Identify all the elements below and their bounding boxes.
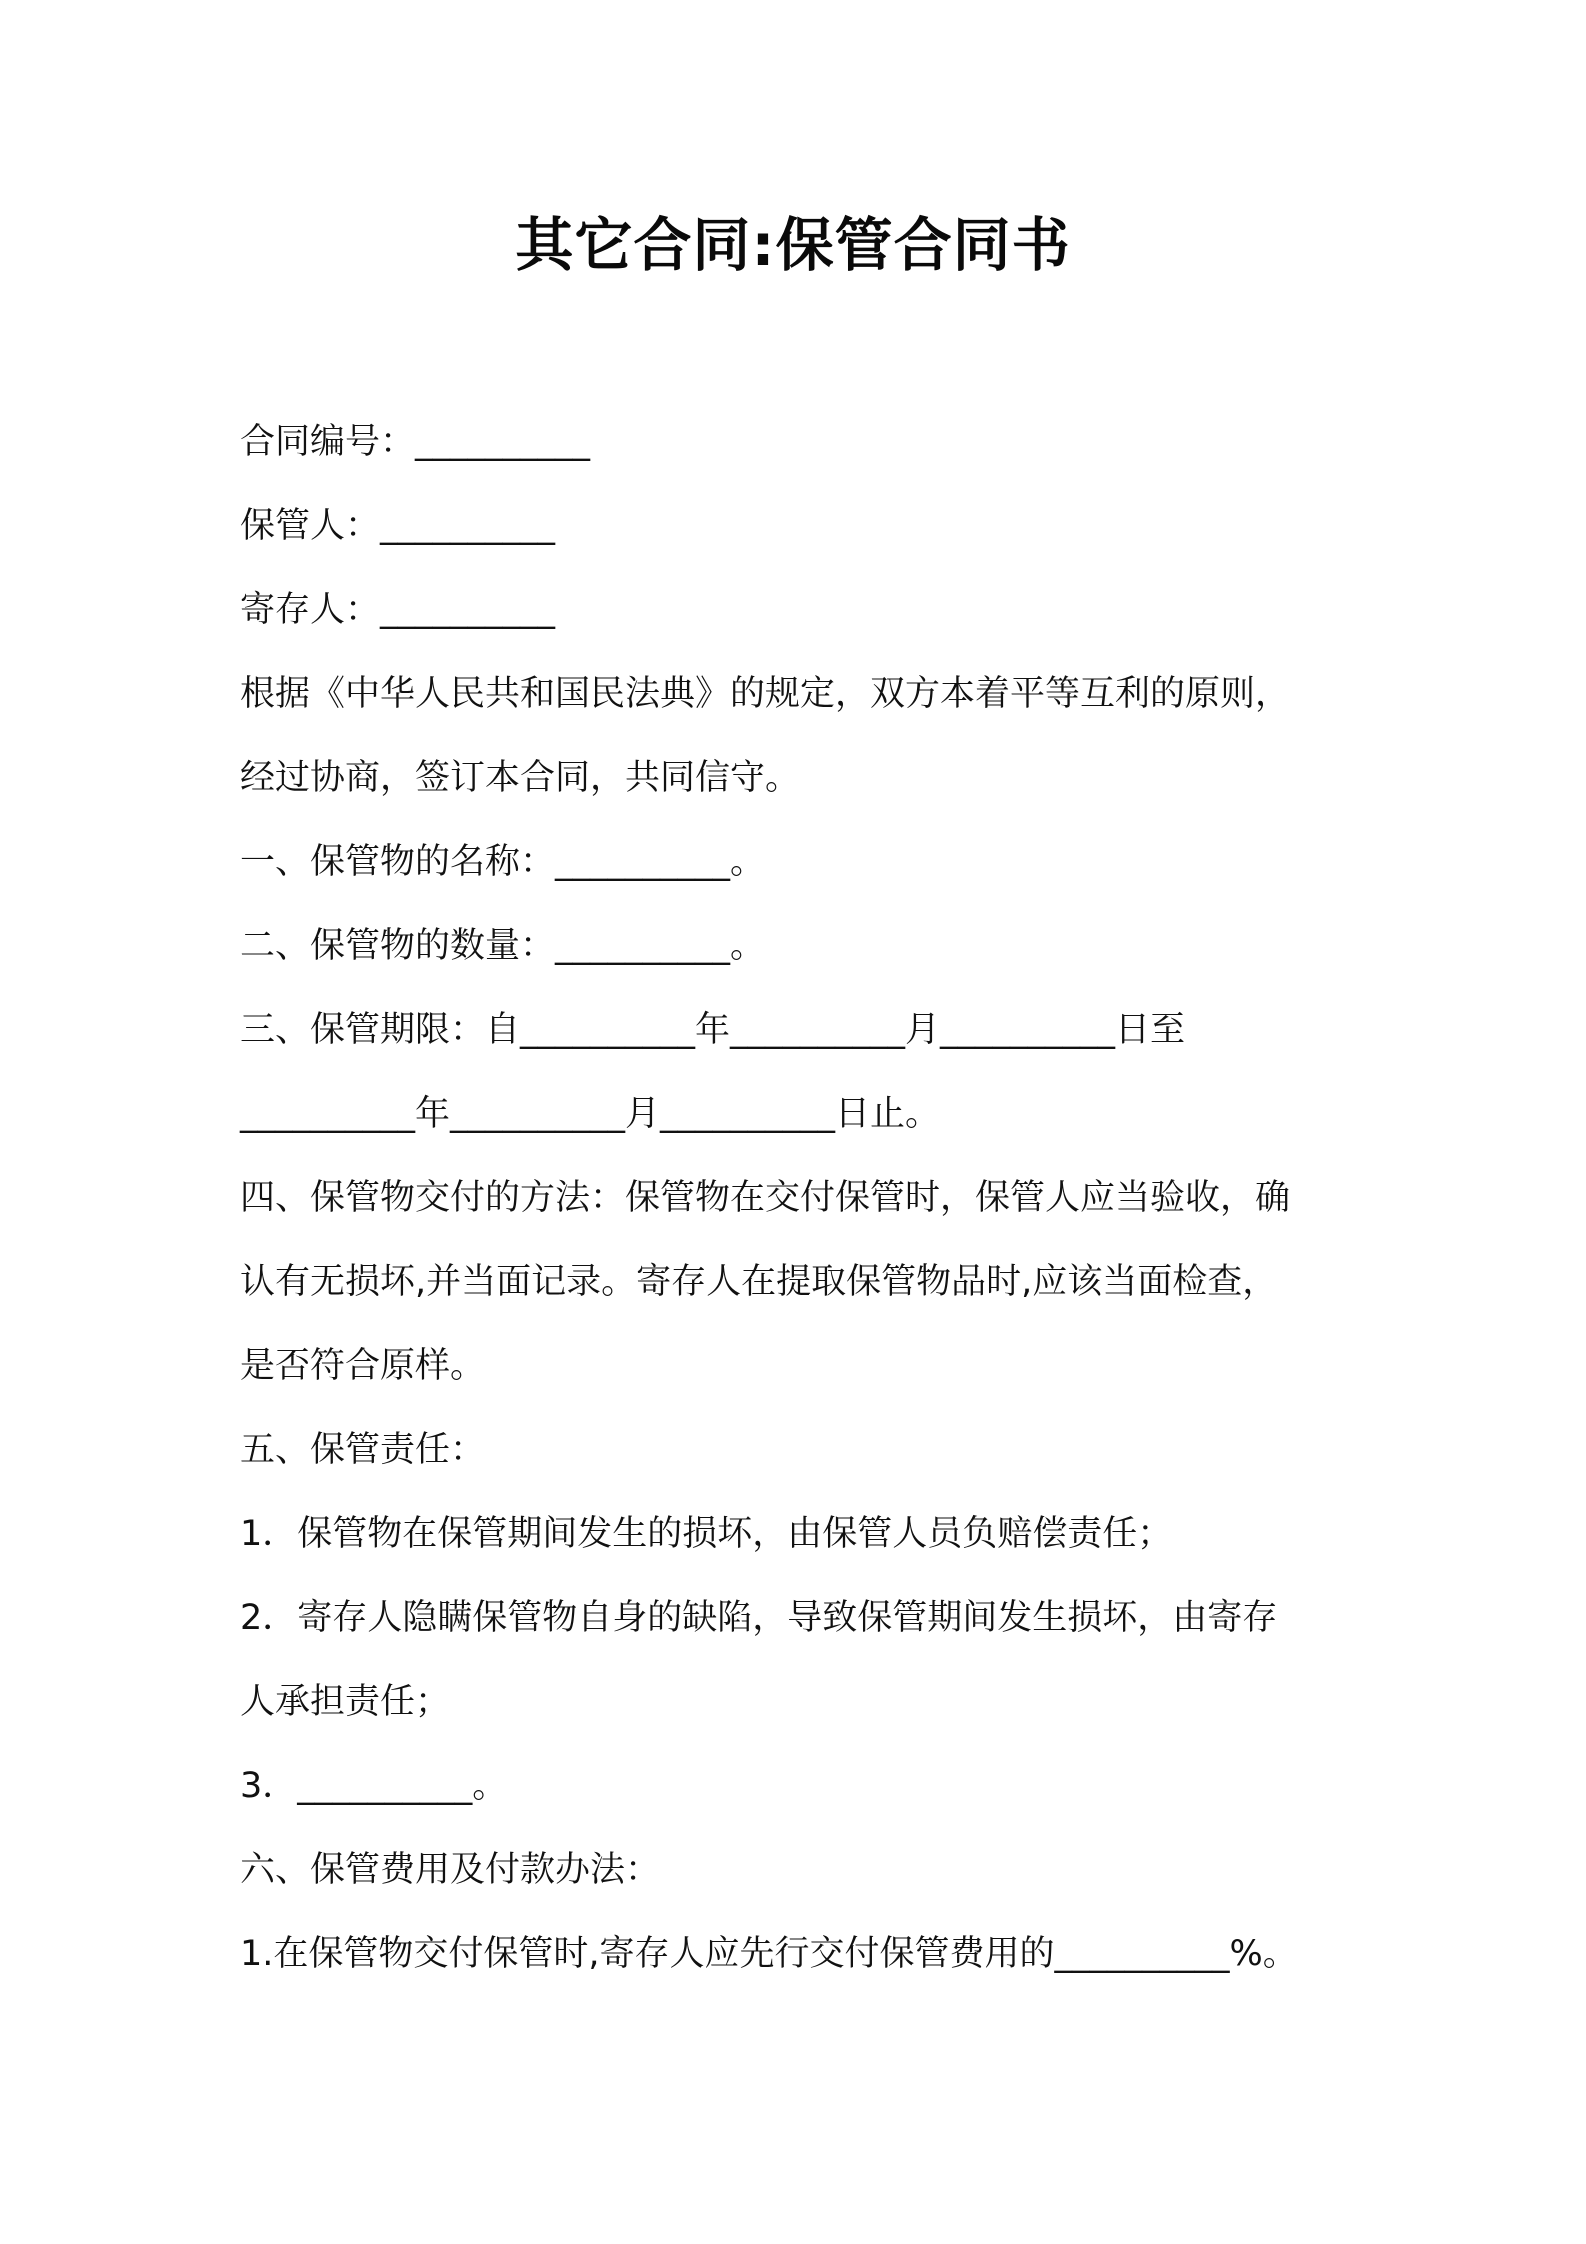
section-heading: 五、保管责任：: [240, 1430, 486, 1470]
list-item: 人承担责任；: [240, 1682, 451, 1722]
list-item: 1．保管物在保管期间发生的损坏，由保管人员负赔偿责任；: [240, 1514, 1173, 1554]
document-title: 其它合同:保管合同书: [515, 211, 1071, 279]
clause-line: 二、保管物的数量：__________。: [240, 926, 766, 966]
clause-line: 三、保管期限：自__________年__________月__________日至: [240, 1010, 1186, 1050]
section-heading: 六、保管费用及付款办法：: [240, 1850, 661, 1890]
depositor-line: 寄存人：__________: [240, 590, 556, 630]
clause-line: 一、保管物的名称：__________。: [240, 842, 766, 882]
custodian-line: 保管人：__________: [240, 506, 556, 546]
clause-line: 四、保管物交付的方法：保管物在交付保管时，保管人应当验收，确: [240, 1178, 1291, 1218]
preamble-line: 经过协商，签订本合同，共同信守。: [240, 758, 801, 798]
clause-line: __________年__________月__________日止。: [240, 1094, 941, 1134]
list-item: 1.在保管物交付保管时,寄存人应先行交付保管费用的__________%。: [240, 1934, 1298, 1974]
clause-line: 认有无损坏,并当面记录。寄存人在提取保管物品时,应该当面检查，: [240, 1262, 1278, 1302]
preamble-line: 根据《中华人民共和国民法典》的规定，双方本着平等互利的原则，: [240, 674, 1291, 714]
document-body: [240, 400, 1380, 1996]
list-item: 2．寄存人隐瞒保管物自身的缺陷，导致保管期间发生损坏，由寄存: [240, 1598, 1278, 1638]
clause-line: 是否符合原样。: [240, 1346, 486, 1386]
contract-number-line: 合同编号：__________: [240, 422, 591, 462]
list-item: 3．__________。: [240, 1766, 508, 1806]
